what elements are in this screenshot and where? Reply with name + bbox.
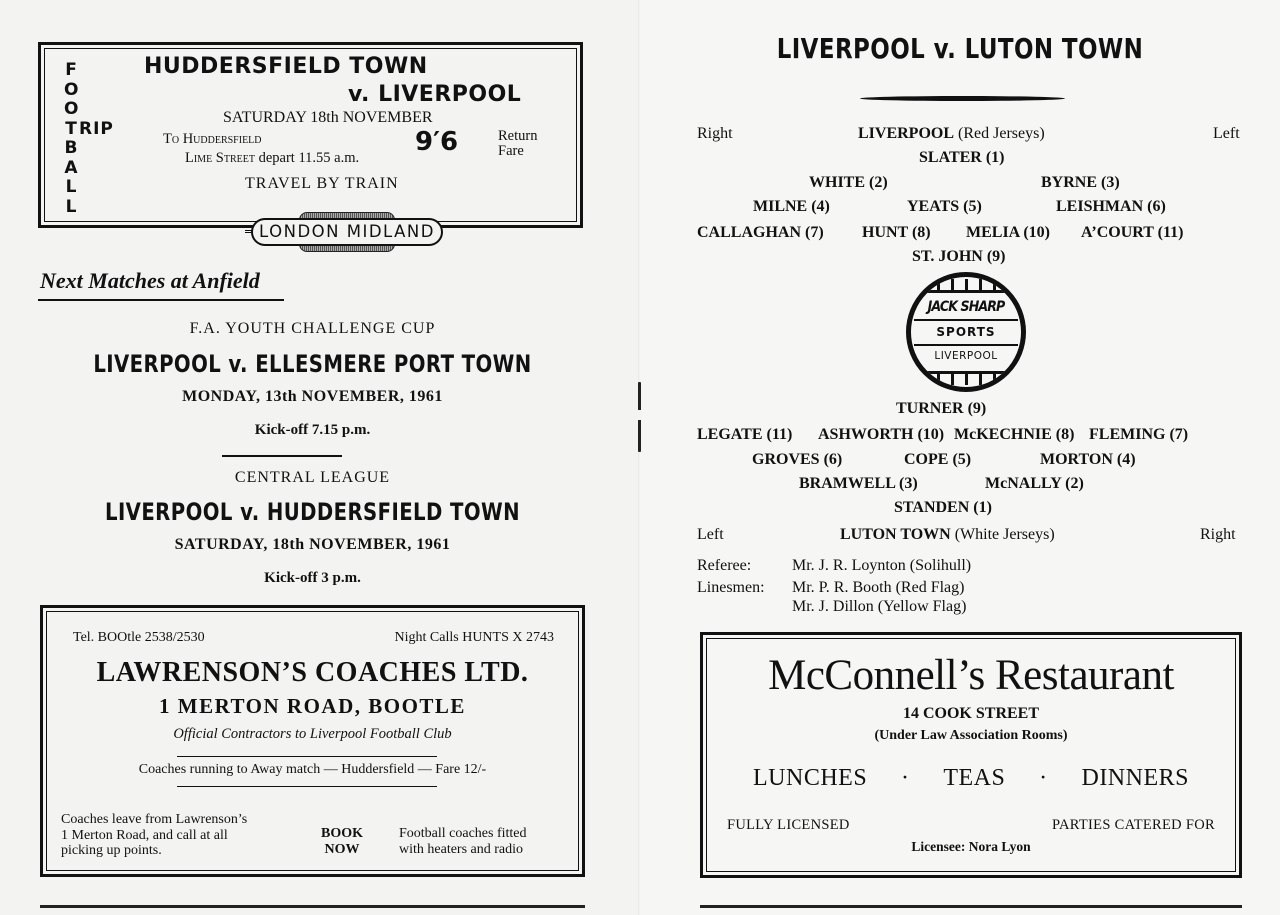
player: CALLAGHAN (7) <box>697 224 824 241</box>
fixture-1-date: MONDAY, 13th NOVEMBER, 1961 <box>182 388 443 405</box>
page-spine <box>638 0 640 915</box>
letter: O <box>64 99 79 119</box>
coach-fitted-info <box>399 826 527 857</box>
logo-text: LONDON MIDLAND <box>251 218 443 246</box>
away-jerseys: (White Jerseys) <box>950 526 1055 543</box>
letter: T <box>65 118 77 139</box>
letter: L <box>65 177 77 197</box>
fixture-1-kickoff: Kick-off 7.15 p.m. <box>254 422 371 438</box>
fixture-1-competition: F.A. YOUTH CHALLENGE CUP <box>189 320 436 337</box>
restaurant-street: 14 COOK STREET <box>902 705 1040 722</box>
leave-line: Coaches leave from Lawrenson’s <box>61 812 248 827</box>
meal-dinners: DINNERS <box>1081 765 1189 791</box>
meal-dot: · <box>901 765 910 791</box>
meal-lunches: LUNCHES <box>753 765 868 791</box>
coach-leave-info <box>61 812 247 859</box>
fitted-line: Football coaches fitted <box>399 826 527 841</box>
letter: O <box>64 79 79 100</box>
train-ad-title-1: HUDDERSFIELD TOWN <box>144 54 428 79</box>
book-now <box>321 826 363 857</box>
fixture-2-match: LIVERPOOL v. HUDDERSFIELD TOWN <box>105 498 520 526</box>
player: MORTON (4) <box>1040 451 1136 468</box>
match-title: LIVERPOOL v. LUTON TOWN <box>776 32 1144 65</box>
title-swoosh <box>860 96 1065 101</box>
train-ad-title-2: v. LIVERPOOL <box>348 82 522 107</box>
parties-catered: PARTIES CATERED FOR <box>1051 817 1215 833</box>
next-page-box-edge <box>40 905 585 908</box>
ball-stitching <box>923 371 1009 385</box>
letter: A <box>64 157 78 178</box>
coach-night-calls: Night Calls HUNTS X 2743 <box>394 630 554 645</box>
departure-time: depart 11.55 a.m. <box>258 150 360 166</box>
away-team-label <box>840 526 1055 544</box>
coach-rule-top <box>177 756 437 757</box>
linesman-2: Mr. J. Dillon (Yellow Flag) <box>792 598 967 615</box>
leave-line: 1 Merton Road, and call at all <box>61 827 228 843</box>
player: McNALLY (2) <box>985 475 1084 492</box>
fixture-2-competition: CENTRAL LEAGUE <box>234 469 391 486</box>
player: GROVES (6) <box>752 451 843 468</box>
player: COPE (5) <box>904 451 972 468</box>
player: MELIA (10) <box>966 224 1050 241</box>
book-line: NOW <box>324 841 360 857</box>
ball-brand: JACK SHARP <box>927 299 1005 315</box>
player: STANDEN (1) <box>894 499 992 516</box>
coach-telephone: Tel. BOOtle 2538/2530 <box>73 630 205 645</box>
referee-name: Mr. J. R. Loynton (Solihull) <box>792 557 972 574</box>
heading-underline <box>38 299 284 301</box>
spine-mark <box>638 382 641 452</box>
restaurant-location-note: (Under Law Association Rooms) <box>874 728 1068 743</box>
linesmen-label: Linesmen: <box>697 579 765 596</box>
next-page-box-edge <box>700 905 1242 908</box>
next-matches-heading: Next Matches at Anfield <box>40 268 260 293</box>
return-line: Return <box>498 128 538 144</box>
player: WHITE (2) <box>809 174 888 191</box>
away-side-left: Left <box>697 526 724 543</box>
player: LEISHMAN (6) <box>1056 198 1166 215</box>
fixture-2-kickoff: Kick-off 3 p.m. <box>264 570 361 586</box>
trip-text: RIP <box>79 119 114 139</box>
coach-rule-bottom <box>177 786 437 787</box>
football-trip-ad <box>38 42 583 241</box>
departure-station: Lime Street <box>185 150 255 166</box>
letter: L <box>65 196 77 217</box>
player: BRAMWELL (3) <box>799 475 918 492</box>
jack-sharp-ball-logo <box>906 272 1026 392</box>
meal-teas: TEAS <box>943 765 1006 791</box>
player: ASHWORTH (10) <box>818 426 945 443</box>
train-date: SATURDAY 18th NOVEMBER <box>223 109 433 126</box>
ball-city: LIVERPOOL <box>934 350 998 362</box>
ball-seam <box>914 319 1018 321</box>
linesman-1: Mr. P. R. Booth (Red Flag) <box>792 579 965 596</box>
fare-price: 9′6 <box>415 127 459 157</box>
fully-licensed: FULLY LICENSED <box>727 817 850 833</box>
fixture-2-date: SATURDAY, 18th NOVEMBER, 1961 <box>174 536 451 553</box>
restaurant-meals <box>753 765 1189 792</box>
player: ST. JOHN (9) <box>912 248 1006 265</box>
player: FLEMING (7) <box>1089 426 1189 443</box>
player: McKECHNIE (8) <box>954 426 1075 443</box>
restaurant-name: McConnell’s Restaurant <box>768 652 1174 699</box>
meal-dot: · <box>1039 765 1048 791</box>
home-jerseys: (Red Jerseys) <box>954 125 1045 142</box>
away-side-right: Right <box>1200 526 1236 543</box>
player: MILNE (4) <box>753 198 830 215</box>
away-team-name: LUTON TOWN <box>840 526 951 543</box>
return-fare-label <box>498 129 537 159</box>
player: BYRNE (3) <box>1041 174 1120 191</box>
book-line: BOOK <box>321 826 364 841</box>
lawrensons-coaches-ad <box>40 605 585 877</box>
player: LEGATE (11) <box>697 426 793 443</box>
player: A’COURT (11) <box>1081 224 1184 241</box>
home-side-left: Left <box>1213 125 1240 142</box>
coach-official-contractors: Official Contractors to Liverpool Football Club <box>173 726 452 742</box>
football-vertical-text <box>64 61 78 217</box>
ball-stitching <box>923 279 1009 293</box>
fitted-line: with heaters and radio <box>399 841 524 857</box>
fare-line: Fare <box>498 143 524 159</box>
player: TURNER (9) <box>896 400 987 417</box>
train-departure <box>185 150 359 167</box>
home-team-name: LIVERPOOL <box>858 125 955 142</box>
fixture-separator <box>222 455 342 457</box>
coach-address: 1 MERTON ROAD, BOOTLE <box>159 694 466 718</box>
letter: B <box>64 138 78 158</box>
coach-running-info: Coaches running to Away match — Huddersfield — Fare 12/- <box>138 762 487 777</box>
ball-sports: SPORTS <box>936 325 996 339</box>
referee-label: Referee: <box>697 557 752 574</box>
train-destination: To Huddersfield <box>163 131 262 147</box>
letter: F <box>65 60 77 80</box>
mcconnells-restaurant-ad <box>700 632 1242 878</box>
home-team-label <box>858 125 1045 143</box>
player: SLATER (1) <box>919 149 1005 166</box>
coach-company-name: LAWRENSON’S COACHES LTD. <box>96 657 529 688</box>
leave-line: picking up points. <box>61 843 162 858</box>
fixture-1-match: LIVERPOOL v. ELLESMERE PORT TOWN <box>93 350 532 378</box>
travel-by-train: TRAVEL BY TRAIN <box>245 175 399 192</box>
player: HUNT (8) <box>862 224 931 241</box>
licensee: Licensee: Nora Lyon <box>911 839 1031 854</box>
home-side-right: Right <box>697 125 733 142</box>
player: YEATS (5) <box>907 198 982 215</box>
london-midland-logo <box>251 212 443 252</box>
ball-seam <box>914 344 1018 346</box>
